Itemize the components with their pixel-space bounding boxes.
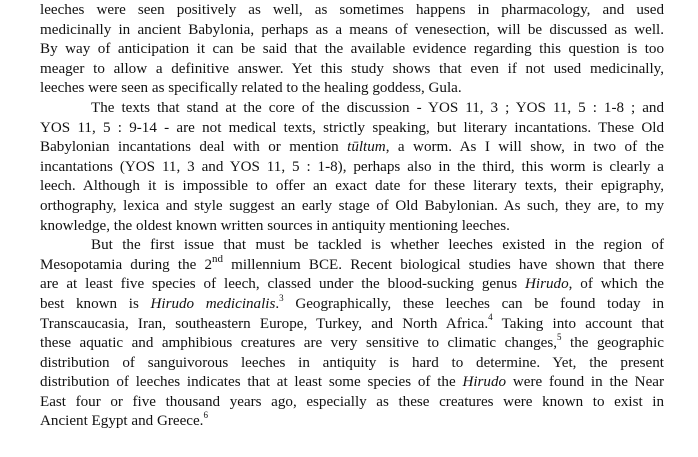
italic-term: tūltum <box>347 139 386 156</box>
italic-term: Hirudo medicinalis <box>150 295 276 312</box>
text-segment: meager to allow a definitive answer. Yet this study shows that even if not used medicinally, <box>40 60 664 77</box>
text-line <box>40 217 664 237</box>
text-segment: leeches were seen positively as well, as sometimes happens in pharmacology, and used <box>40 2 664 18</box>
text-segment: leeches were seen as specifically related to the healing goddess, Gula. <box>40 80 462 97</box>
footnote-marker[interactable]: 5 <box>557 332 562 343</box>
text-line <box>40 312 664 335</box>
text-line <box>40 60 664 80</box>
text-segment: East four or five thousand years ago, especially as these creatures were known to exist in <box>40 393 664 410</box>
text-segment: best known is <box>40 295 151 312</box>
text-segment: , of which the <box>568 276 665 293</box>
text-line <box>40 252 664 276</box>
text-line <box>40 99 664 119</box>
text-line <box>40 373 664 393</box>
italic-term: Hirudo <box>525 276 569 293</box>
text-segment: The texts that stand at the core of the discussion - YOS 11, 3 ; YOS 11, 5 : 1-8 ; and <box>91 99 664 116</box>
text-line <box>40 138 664 158</box>
text-segment: knowledge, the oldest known written sources in antiquity mentioning leeches. <box>40 217 510 234</box>
text-line <box>40 236 664 256</box>
text-segment: are at least five species of leech, classed under the blood-sucking genus <box>40 276 526 293</box>
footnote-marker[interactable]: 3 <box>279 292 284 303</box>
text-segment: the geographic <box>561 335 664 352</box>
paragraph-2 <box>40 99 664 236</box>
text-line <box>40 334 664 354</box>
text-line <box>40 197 664 217</box>
footnote-marker[interactable]: 6 <box>203 410 208 421</box>
text-segment: medicinally in ancient Babylonia, perhaps as a means of venesection, will be discussed as well. <box>40 21 664 38</box>
text-segment: orthography, lexica and style suggest an early stage of Old Babylonian. As such, they are, to my <box>40 197 664 214</box>
paragraph-1 <box>40 1 664 99</box>
text-segment: incantations (YOS 11, 3 and YOS 11, 5 : 1-8), perhaps also in the third, this worm is clearly a <box>40 158 664 175</box>
text-segment: leech. Although it is impossible to offer an exact date for these literary texts, their epigraphy, <box>40 178 664 195</box>
text-segment: Geographically, these leeches can be found today in <box>283 295 664 312</box>
text-segment: Mesopotamia during the 2 <box>40 256 213 273</box>
paragraph-3 <box>40 236 664 432</box>
text-line <box>40 177 664 197</box>
text-segment: By way of anticipation it can be said that the available evidence regarding this question is too <box>40 41 664 58</box>
text-segment: distribution of sanguivorous leeches in antiquity is hard to determine. Yet, the present <box>40 354 664 371</box>
text-segment: YOS 11, 5 : 9-14 - are not medical texts, strictly speaking, but literary incantations. These Old <box>40 119 664 136</box>
text-segment: millennium BCE. Recent biological studies have shown that there <box>223 256 664 273</box>
text-line <box>40 393 664 413</box>
text-line <box>40 275 664 295</box>
text-segment: . <box>275 295 280 312</box>
text-line <box>40 1 664 21</box>
text-segment: But the first issue that must be tackled is whether leeches existed in the region of <box>91 237 664 254</box>
text-segment: Taking into account that <box>492 315 664 332</box>
text-line <box>40 119 664 139</box>
text-line <box>40 412 664 432</box>
text-segment: Babylonian incantations deal with or mention <box>40 139 348 156</box>
text-line <box>40 292 664 315</box>
text-line <box>40 354 664 374</box>
text-line <box>40 158 664 178</box>
text-segment: Ancient Egypt and Greece. <box>40 413 204 430</box>
italic-term: Hirudo <box>462 374 507 391</box>
footnote-marker[interactable]: 4 <box>488 312 493 323</box>
text-line <box>40 79 664 99</box>
text-segment: distribution of leeches indicates that at least some species of the <box>40 374 463 391</box>
text-segment: were found in the Near <box>506 374 664 391</box>
ordinal-superscript: nd <box>212 252 224 265</box>
text-segment: these aquatic and amphibious creatures are very sensitive to climatic changes, <box>40 335 558 352</box>
text-line <box>40 21 664 41</box>
text-line <box>40 40 664 60</box>
text-segment: Transcaucasia, Iran, southeastern Europe, Turkey, and North Africa. <box>40 315 489 332</box>
text-segment: , a worm. As I will show, in two of the <box>385 139 664 156</box>
